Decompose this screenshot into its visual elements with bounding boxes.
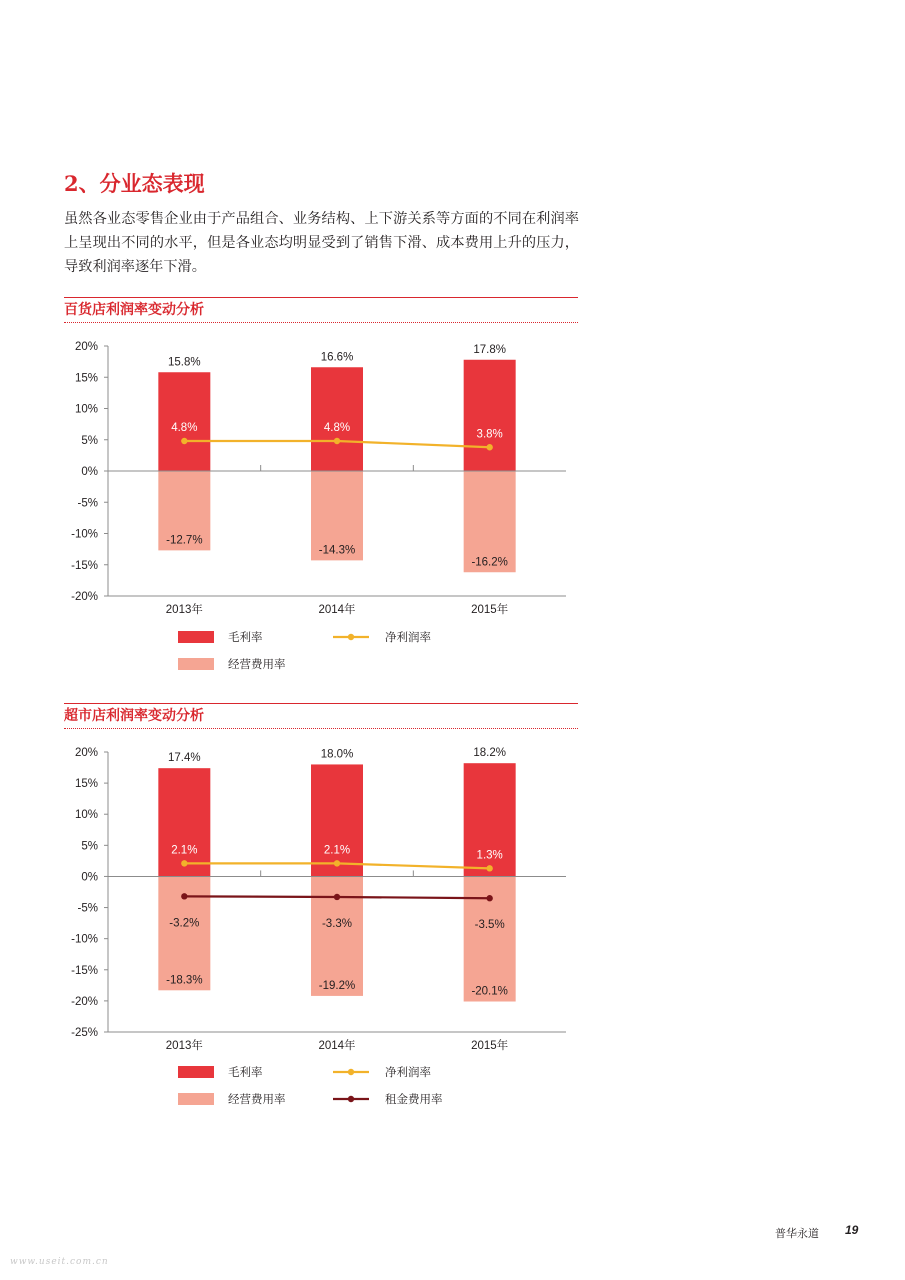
chart2-y-tick-label: -25% xyxy=(71,1027,98,1039)
chart1-y-tick-label: -10% xyxy=(71,528,98,541)
chart2-legend-label-3: 租金费用率 xyxy=(385,1094,443,1106)
chart2-bar-gross-1 xyxy=(311,764,363,876)
chart2-line-1-point-0 xyxy=(181,893,187,899)
chart2-rule-dotted xyxy=(64,728,578,729)
chart2-line-0-label-2: 1.3% xyxy=(476,849,503,862)
chart1-bar-label-gross-2: 17.8% xyxy=(473,343,506,356)
chart2-x-label-2: 2015年 xyxy=(471,1040,509,1052)
chart2-line-0-label-1: 2.1% xyxy=(323,844,351,857)
chart1-legend-label-0: 毛利率 xyxy=(228,632,263,644)
chart1-line-0-label-2: 3.8% xyxy=(476,428,503,441)
chart1-department-store xyxy=(0,330,905,680)
chart2-supermarket xyxy=(0,735,905,1115)
chart1-bar-label-opex-0: -12.7% xyxy=(166,534,203,547)
section-heading: 2、分业态表现 xyxy=(64,171,205,196)
chart2-y-tick-label: -5% xyxy=(77,902,98,915)
chart2-line-1-label-2: -3.5% xyxy=(474,919,505,932)
chart1-y-tick-label: 5% xyxy=(81,434,98,447)
chart2-legend-label-2: 经营费用率 xyxy=(228,1094,286,1106)
chart1-line-0-label-1: 4.8% xyxy=(323,422,351,434)
chart2-header xyxy=(64,703,578,729)
chart1-x-label-0: 2013年 xyxy=(165,604,203,616)
chart2-bar-label-gross-1: 18.0% xyxy=(320,748,354,761)
chart1-bar-label-opex-2: -16.2% xyxy=(471,556,508,569)
chart1-x-label-2: 2015年 xyxy=(471,604,509,616)
chart1-bar-gross-1 xyxy=(311,367,363,471)
chart1-y-tick-label: 20% xyxy=(74,341,98,353)
chart1-legend-marker-1 xyxy=(348,634,354,640)
chart2-legend-label-1: 净利润率 xyxy=(385,1067,431,1079)
chart1-legend-label-2: 经营费用率 xyxy=(228,659,286,671)
watermark: www.useit.com.cn xyxy=(10,1257,109,1267)
chart1-y-tick-label: -15% xyxy=(71,559,98,572)
chart2-line-1-point-2 xyxy=(486,895,492,901)
chart1-y-tick-label: 10% xyxy=(74,403,98,416)
intro-paragraph: 虽然各业态零售企业由于产品组合、业务结构、上下游关系等方面的不同在利润率上呈现出不同的水平，但是各业态均明显受到了销售下滑、成本费用上升的压力，导致利润率逐年下滑。 xyxy=(64,211,579,275)
chart2-y-tick-label: 20% xyxy=(74,747,98,759)
chart1-line-0-label-0: 4.8% xyxy=(171,422,198,434)
chart2-y-tick-label: -15% xyxy=(71,964,98,977)
chart2-y-tick-label: 15% xyxy=(74,778,98,791)
chart2-bar-label-opex-0: -18.3% xyxy=(166,974,203,987)
chart1-title: 百货店利润率变动分析 xyxy=(64,302,204,318)
chart2-y-tick-label: -10% xyxy=(71,933,98,946)
chart1-line-0-point-1 xyxy=(334,438,340,444)
chart1-legend-swatch-0 xyxy=(178,631,214,643)
chart2-line-1-label-0: -3.2% xyxy=(169,917,200,930)
chart2-line-0-point-1 xyxy=(334,860,340,866)
chart2-x-label-0: 2013年 xyxy=(165,1040,203,1052)
chart2-line-0-label-0: 2.1% xyxy=(171,844,198,857)
chart1-bar-label-gross-1: 16.6% xyxy=(320,351,354,364)
chart1-legend-swatch-2 xyxy=(178,658,214,670)
chart1-y-tick-label: 0% xyxy=(81,466,98,478)
chart1-bar-gross-2 xyxy=(464,360,516,471)
chart2-y-tick-label: -20% xyxy=(71,995,98,1008)
chart2-legend-swatch-0 xyxy=(178,1066,214,1078)
chart2-bar-label-gross-0: 17.4% xyxy=(168,752,201,765)
chart2-y-tick-label: 0% xyxy=(81,871,98,884)
chart2-line-1-label-1: -3.3% xyxy=(321,917,353,930)
chart1-rule-top xyxy=(64,297,578,298)
chart2-y-tick-label: 10% xyxy=(74,809,98,822)
chart2-y-tick-label: 5% xyxy=(81,840,98,853)
chart1-y-tick-label: 15% xyxy=(74,372,98,385)
chart2-line-1-point-1 xyxy=(334,894,340,900)
chart2-line-0-point-0 xyxy=(181,860,187,866)
chart1-header xyxy=(64,297,578,323)
chart1-legend-label-1: 净利润率 xyxy=(385,632,431,644)
chart1-x-label-1: 2014年 xyxy=(318,604,356,616)
chart2-title: 超市店利润率变动分析 xyxy=(64,708,204,724)
chart1-line-0-point-0 xyxy=(181,438,187,444)
chart2-legend-marker-3 xyxy=(348,1096,354,1102)
footer-title: 普华永道 xyxy=(775,1227,819,1240)
chart1-bar-label-gross-0: 15.8% xyxy=(168,356,201,369)
chart2-legend-swatch-2 xyxy=(178,1093,214,1105)
chart2-x-label-1: 2014年 xyxy=(318,1040,356,1052)
chart1-y-tick-label: -5% xyxy=(77,497,98,510)
chart1-y-tick-label: -20% xyxy=(71,591,98,603)
chart1-line-0-point-2 xyxy=(486,444,492,450)
chart2-legend-label-0: 毛利率 xyxy=(228,1067,263,1079)
chart2-line-0-point-2 xyxy=(486,865,492,871)
chart2-bar-label-opex-2: -20.1% xyxy=(471,985,508,998)
chart1-bar-label-opex-1: -14.3% xyxy=(318,544,356,557)
chart2-bar-label-gross-2: 18.2% xyxy=(473,747,506,760)
page-number: 19 xyxy=(845,1223,859,1237)
chart2-legend-marker-1 xyxy=(348,1069,354,1075)
chart2-rule-top xyxy=(64,703,578,704)
chart1-rule-dotted xyxy=(64,322,578,323)
chart2-bar-label-opex-1: -19.2% xyxy=(318,979,356,992)
